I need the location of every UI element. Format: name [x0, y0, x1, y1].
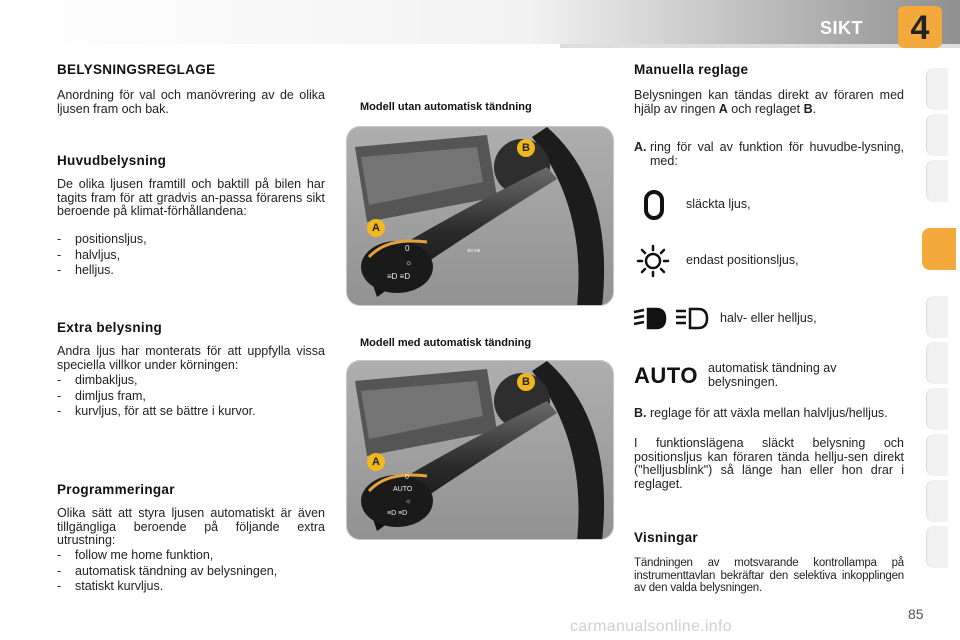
svg-text:≡D ≡D: ≡D ≡D — [387, 272, 411, 281]
chapter-tabs — [926, 68, 960, 578]
main-lights-text: De olika ljusen framtill och baktill på bilen har tagits fram för att gradvis an-passa förarens sikt beroende på klimat-förhållandena: — [57, 177, 325, 218]
page-title: BELYSNINGSREGLAGE — [57, 62, 216, 77]
chapter-tab[interactable] — [926, 480, 948, 522]
auto-stalk-text: AUTO — [393, 486, 413, 493]
list-item: - positionsljus, — [57, 232, 147, 246]
chapter-tab[interactable] — [926, 114, 948, 156]
chapter-number: 4 — [910, 9, 930, 47]
list-item: - helljus. — [57, 263, 114, 277]
section-heading-display: Visningar — [634, 530, 698, 545]
list-item: - dimljus fram, — [57, 388, 146, 403]
position-light-icon — [634, 244, 672, 278]
chapter-title: SIKT — [820, 18, 864, 38]
option-auto: AUTO automatisk tändning av belysningen. — [634, 361, 837, 389]
chapter-tab[interactable] — [926, 526, 948, 568]
main-lights-list — [57, 232, 147, 279]
caption-without-auto: Modell utan automatisk tändning — [360, 101, 532, 113]
page-number: 85 — [908, 606, 924, 622]
chapter-tab[interactable] — [926, 342, 948, 384]
section-heading-extra: Extra belysning — [57, 320, 163, 335]
beam-icon — [632, 306, 712, 332]
extra-lights-text: Andra ljus har monterats för att uppfylla vissa speciella villkor under körningen: — [57, 344, 325, 372]
svg-text:≡D ≡D: ≡D ≡D — [387, 510, 408, 517]
option-off: släckta ljus, — [640, 190, 751, 220]
header-bar — [0, 0, 960, 50]
chapter-tab[interactable] — [926, 296, 948, 338]
intro-text: Anordning för val och manövrering av de olika ljusen fram och bak. — [57, 88, 325, 116]
option-beam: halv- eller helljus, — [632, 306, 817, 332]
list-item: - follow me home funktion, — [57, 548, 214, 562]
flash-explanation: I funktionslägena släckt belysning och positionsljus kan föraren tända hellju-sen direkt ("helljusblink") så länge han eller hon drar i reglaget. — [634, 436, 904, 491]
section-heading-programming: Programmeringar — [57, 482, 175, 497]
watermark: carmanualsonline.info — [570, 618, 732, 635]
stalk-b-description: B. reglage för att växla mellan halvljus/helljus. — [634, 406, 888, 420]
off-icon — [640, 190, 672, 220]
label-b-marker: B — [517, 139, 535, 157]
chapter-tab[interactable] — [926, 434, 948, 476]
auto-icon: AUTO — [634, 362, 698, 388]
chapter-tab[interactable] — [926, 68, 948, 110]
stalk-photo-auto — [346, 360, 614, 540]
programming-list — [57, 548, 277, 595]
list-item: - dimbakljus, — [57, 373, 138, 387]
svg-text:☼: ☼ — [405, 498, 412, 505]
chapter-tab[interactable] — [926, 388, 948, 430]
stalk-photo-manual — [346, 126, 614, 306]
chapter-tab[interactable] — [926, 160, 948, 202]
list-item: - statiskt kurvljus. — [57, 579, 164, 593]
option-position: endast positionsljus, — [634, 244, 799, 278]
chapter-tab-active[interactable] — [922, 228, 956, 270]
svg-text:0: 0 — [405, 474, 409, 481]
label-a-marker: A — [367, 453, 385, 471]
manual-intro: Belysningen kan tändas direkt av föraren med hjälp av ringen A och reglaget B. — [634, 88, 904, 116]
section-heading-main: Huvudbelysning — [57, 153, 167, 168]
label-a-marker: A — [367, 219, 385, 237]
list-item: - halvljus, — [57, 247, 121, 262]
ring-a-description: A. ring för val av funktion för huvudbe-lysning, med: — [634, 140, 904, 168]
list-item: - kurvljus, för att se bättre i kurvor. — [57, 404, 256, 418]
svg-text:☼: ☼ — [405, 258, 413, 267]
list-item: - automatisk tändning av belysningen, — [57, 563, 278, 578]
svg-text:⇐⇒: ⇐⇒ — [467, 246, 481, 255]
programming-text: Olika sätt att styra ljusen automatiskt är även tillgängliga beroende på följande extra utrustning: — [57, 506, 325, 547]
caption-with-auto: Modell med automatisk tändning — [360, 337, 532, 349]
extra-lights-list — [57, 373, 256, 420]
svg-text:0: 0 — [405, 244, 410, 253]
label-b-marker: B — [517, 373, 535, 391]
section-heading-manual: Manuella reglage — [634, 62, 749, 77]
display-text: Tändningen av motsvarande kontrollampa på instrumenttavlan bekräftar den selektiva inkopplingen av den valda belysningen. — [634, 557, 904, 594]
